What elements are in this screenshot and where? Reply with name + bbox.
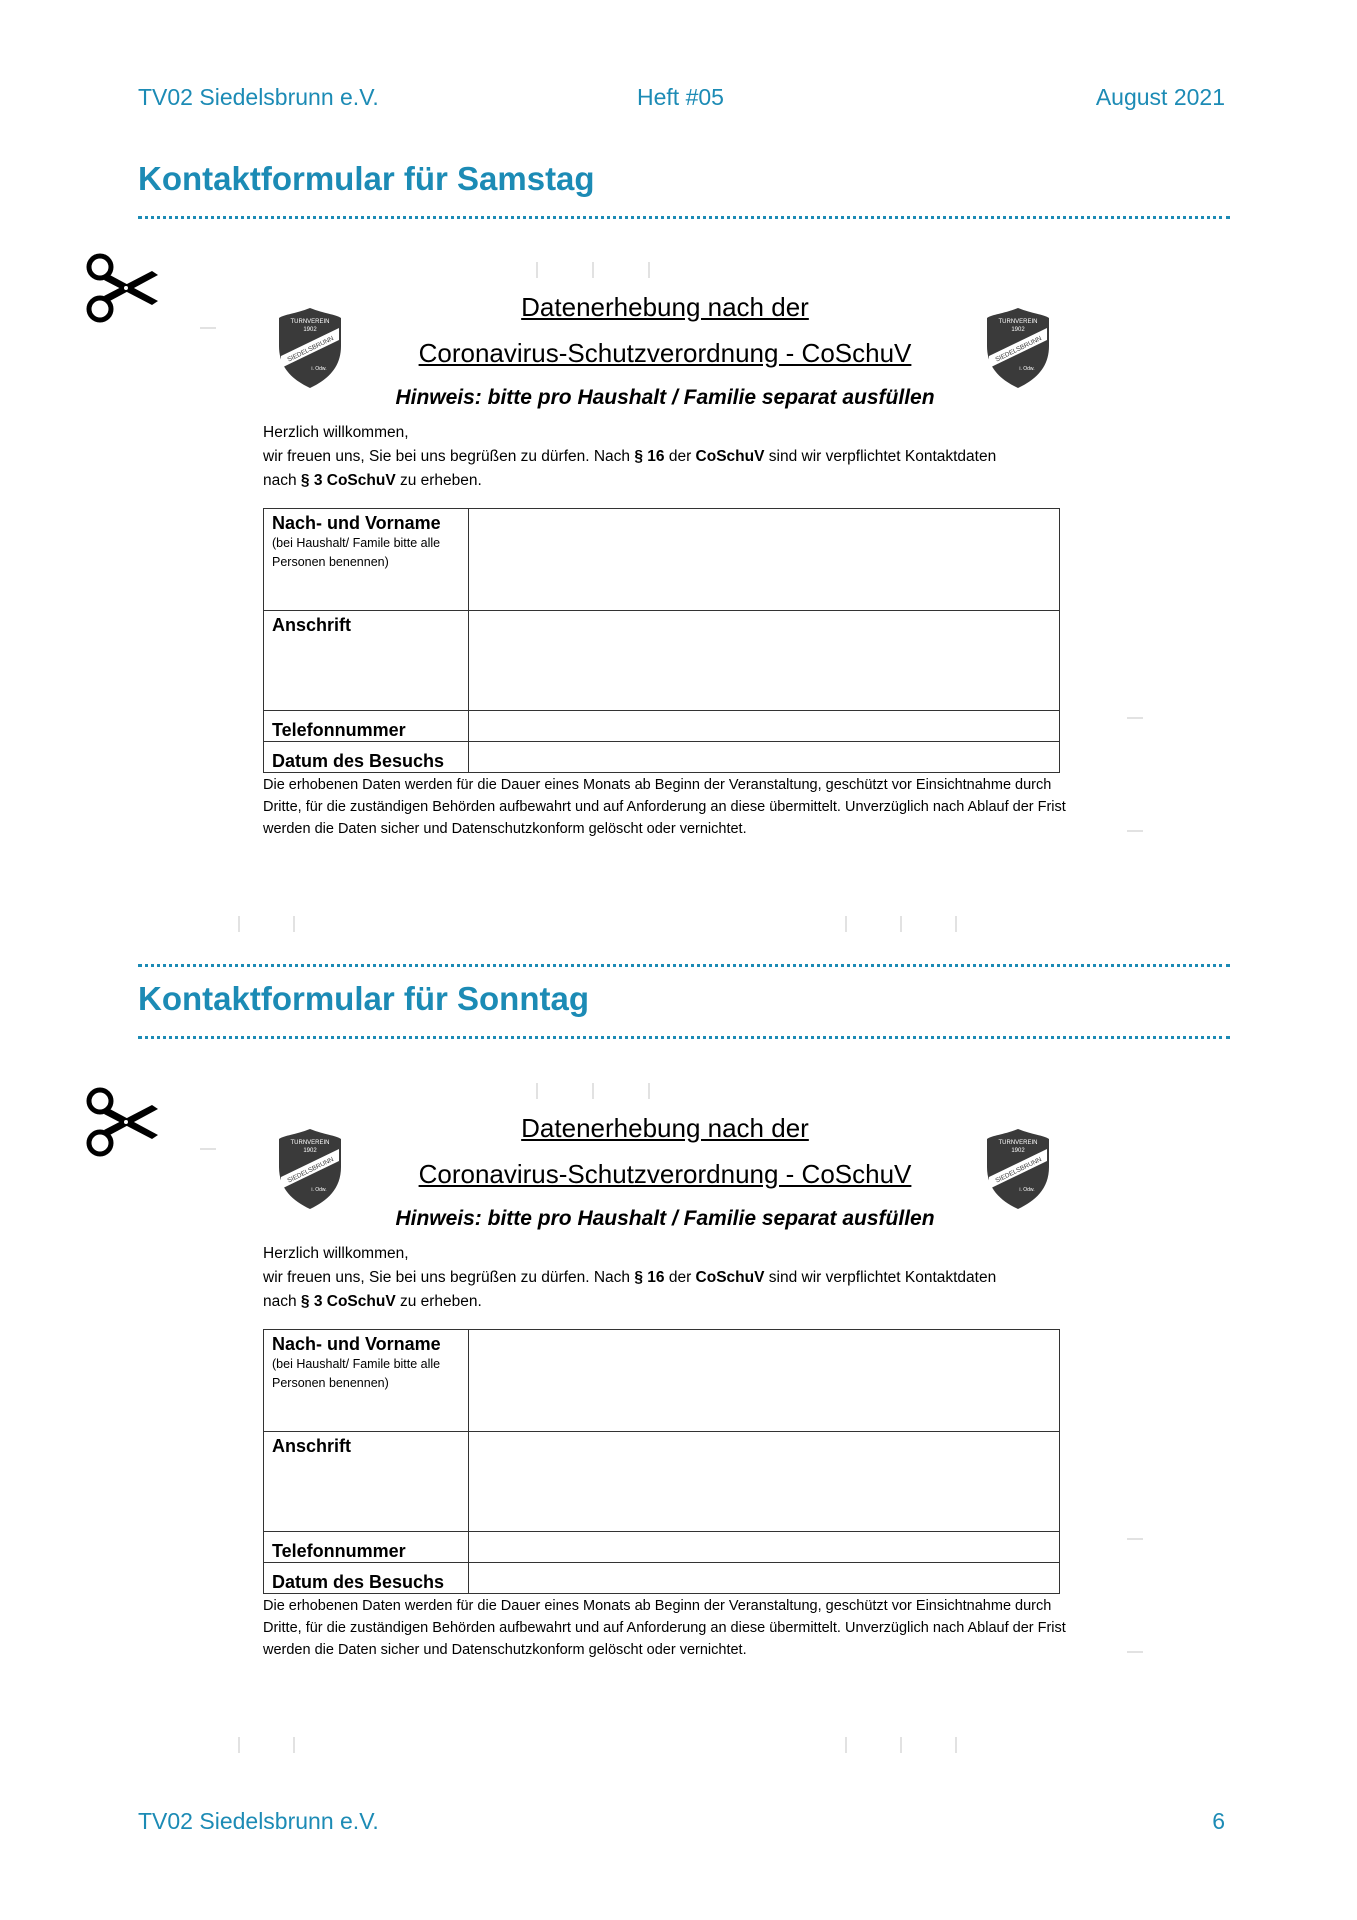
date-input-cell[interactable]: [469, 742, 1060, 773]
header-date: August 2021: [1095, 84, 1225, 110]
svg-text:1902: 1902: [1011, 1148, 1025, 1154]
svg-text:SIEDELSBRUNN: SIEDELSBRUNN: [286, 1156, 335, 1185]
name-input-cell[interactable]: [469, 509, 1060, 611]
header-title: TV02 Siedelsbrunn e.V.: [138, 84, 379, 110]
form-hint: Hinweis: bitte pro Haushalt / Familie separat ausfüllen: [395, 1207, 935, 1230]
svg-text:TURNVEREIN: TURNVEREIN: [290, 1140, 330, 1146]
greeting: Herzlich willkommen,: [263, 1245, 409, 1262]
name-label-cell: [264, 509, 469, 611]
svg-text:1902: 1902: [303, 327, 317, 333]
privacy-note: Die erhobenen Daten werden für die Dauer eines Monats ab Beginn der Veranstaltung, geschützt vor Einsichtnahme durch Dritte, für die zuständigen Behörden aufbewahrt und auf Anforderung an diese übermittelt. Unverzüglich nach Ablauf der Frist werden die Daten sicher und Datenschutzkonform gelöscht oder vernichtet.: [263, 777, 1066, 837]
intro-line: wir freuen uns, Sie bei uns begrüßen zu dürfen. Nach § 16 der CoSchuV sind wir verpflichtet Kontaktdaten: [263, 1269, 997, 1286]
form-intro: [263, 421, 1083, 493]
field-note-name: (bei Haushalt/ Famile bitte alle Personen benennen): [272, 536, 441, 569]
field-note-name: (bei Haushalt/ Famile bitte alle Personen benennen): [272, 1357, 441, 1390]
svg-text:TURNVEREIN: TURNVEREIN: [998, 319, 1038, 325]
svg-text:i. Odw.: i. Odw.: [1019, 366, 1035, 372]
field-label-address: Anschrift: [272, 1436, 352, 1456]
address-label-cell: [264, 611, 469, 711]
svg-text:TURNVEREIN: TURNVEREIN: [290, 319, 330, 325]
field-label-phone: Telefonnummer: [272, 1541, 406, 1561]
footer-title: TV02 Siedelsbrunn e.V.: [138, 1808, 379, 1834]
phone-label-cell: [264, 1532, 469, 1563]
svg-text:1902: 1902: [303, 1148, 317, 1154]
form-hint: Hinweis: bitte pro Haushalt / Familie separat ausfüllen: [395, 386, 935, 409]
intro-line: nach § 3 CoSchuV zu erheben.: [263, 472, 482, 489]
intro-line: nach § 3 CoSchuV zu erheben.: [263, 1293, 482, 1310]
field-label-name: Nach- und Vorname: [272, 513, 441, 533]
privacy-note: Die erhobenen Daten werden für die Dauer eines Monats ab Beginn der Veranstaltung, geschützt vor Einsichtnahme durch Dritte, für die zuständigen Behörden aufbewahrt und auf Anforderung an diese übermittelt. Unverzüglich nach Ablauf der Frist werden die Daten sicher und Datenschutzkonform gelöscht oder vernichtet.: [263, 1598, 1066, 1658]
svg-text:TURNVEREIN: TURNVEREIN: [998, 1140, 1038, 1146]
svg-text:1902: 1902: [1011, 327, 1025, 333]
svg-text:SIEDELSBRUNN: SIEDELSBRUNN: [994, 1156, 1043, 1185]
phone-label-cell: [264, 711, 469, 742]
page-number: 6: [1212, 1808, 1225, 1834]
date-input-cell[interactable]: [469, 1563, 1060, 1594]
phone-input-cell[interactable]: [469, 711, 1060, 742]
address-label-cell: [264, 1432, 469, 1532]
name-label-cell: [264, 1330, 469, 1432]
form-heading-line2: Coronavirus-Schutzverordnung - CoSchuV: [418, 1159, 912, 1189]
address-input-cell[interactable]: [469, 611, 1060, 711]
field-label-date: Datum des Besuchs: [272, 751, 445, 771]
form-intro: [263, 1242, 1083, 1314]
contact-form: [0, 821, 1357, 1658]
field-label-phone: Telefonnummer: [272, 720, 406, 740]
greeting: Herzlich willkommen,: [263, 424, 409, 441]
header-issue: Heft #05: [637, 84, 724, 110]
svg-text:SIEDELSBRUNN: SIEDELSBRUNN: [994, 335, 1043, 364]
svg-text:i. Odw.: i. Odw.: [311, 1187, 327, 1193]
field-label-date: Datum des Besuchs: [272, 1572, 445, 1592]
phone-input-cell[interactable]: [469, 1532, 1060, 1563]
form-heading-line2: Coronavirus-Schutzverordnung - CoSchuV: [418, 338, 912, 368]
contact-form: [0, 0, 1357, 837]
section-title-sonntag: Kontaktformular für Sonntag: [138, 980, 589, 1017]
svg-text:SIEDELSBRUNN: SIEDELSBRUNN: [286, 335, 335, 364]
date-label-cell: [264, 1563, 469, 1594]
form-heading-line1: Datenerhebung nach der: [521, 1113, 809, 1143]
field-label-name: Nach- und Vorname: [272, 1334, 441, 1354]
name-input-cell[interactable]: [469, 1330, 1060, 1432]
contact-table: [263, 508, 1060, 773]
svg-text:i. Odw.: i. Odw.: [1019, 1187, 1035, 1193]
svg-text:i. Odw.: i. Odw.: [311, 366, 327, 372]
intro-line: wir freuen uns, Sie bei uns begrüßen zu dürfen. Nach § 16 der CoSchuV sind wir verpflichtet Kontaktdaten: [263, 448, 997, 465]
section-title-samstag: Kontaktformular für Samstag: [138, 160, 595, 197]
field-label-address: Anschrift: [272, 615, 352, 635]
form-heading-line1: Datenerhebung nach der: [521, 292, 809, 322]
address-input-cell[interactable]: [469, 1432, 1060, 1532]
date-label-cell: [264, 742, 469, 773]
contact-table: [263, 1329, 1060, 1594]
